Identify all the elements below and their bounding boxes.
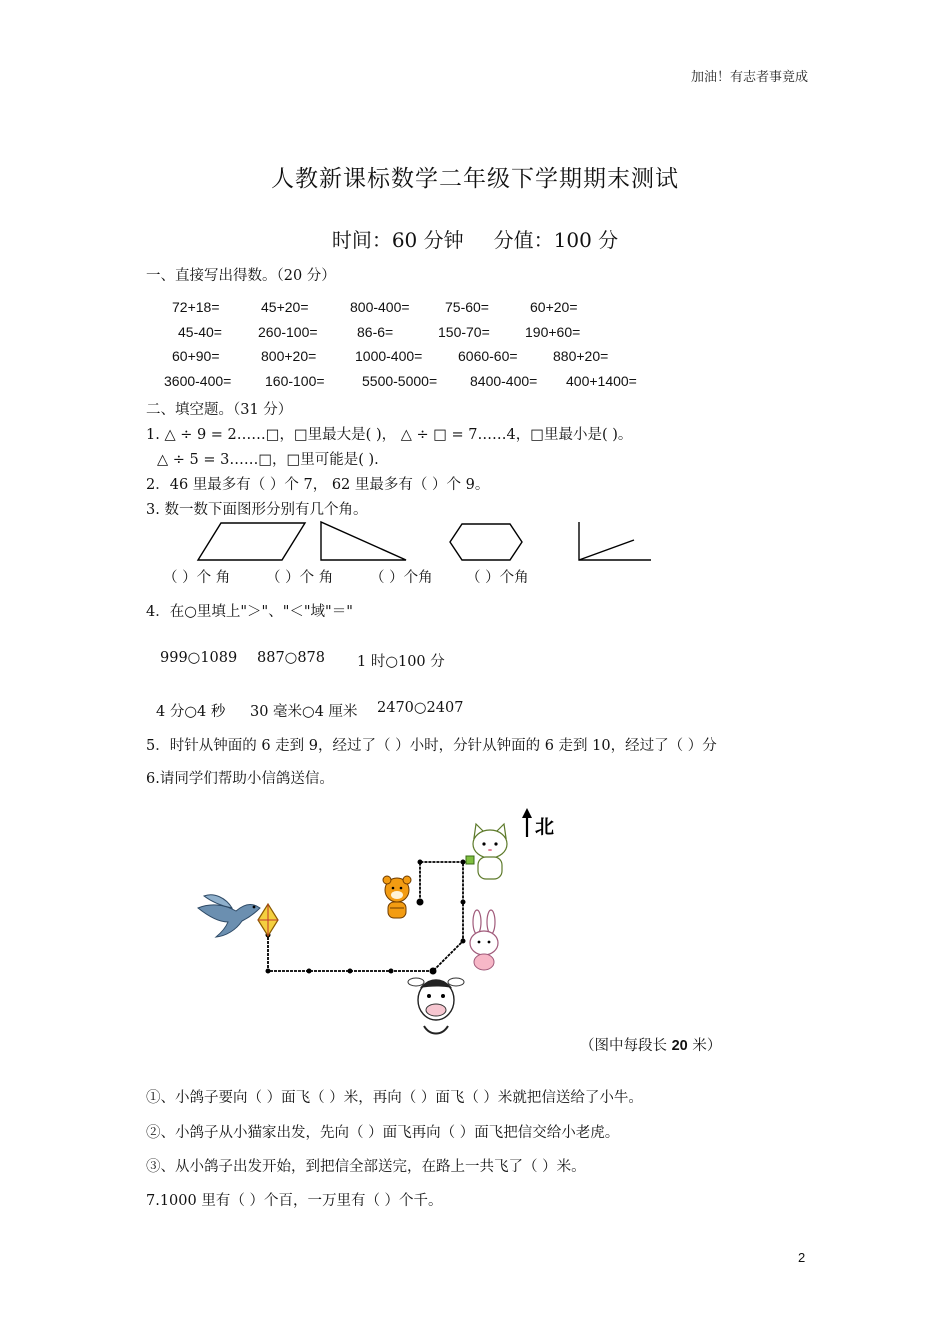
calc-item: 45+20= [261, 299, 309, 315]
question-7: 7.1000 里有（ ）个百，一万里有（ ）个千。 [146, 1193, 443, 1209]
calc-row-2 [0, 324, 950, 342]
north-arrow-icon [522, 808, 532, 837]
calc-item: 150-70= [438, 324, 490, 340]
question-4: 4．在○里填上"＞"、"＜"域"＝" [146, 604, 353, 620]
calc-item: 8400-400= [470, 373, 538, 389]
cow-icon [408, 978, 464, 1034]
question-1b: △ ÷ 5 = 3……□，□里可能是( ). [157, 452, 379, 468]
angle-shapes [160, 518, 670, 568]
calc-item: 45-40= [178, 324, 222, 340]
map-note-suffix: 米） [687, 1038, 722, 1054]
shape-label: （ ）个角 [466, 570, 529, 586]
exam-info [0, 224, 950, 253]
compare-item: 30 毫米○4 厘米 [250, 704, 358, 720]
calc-item: 60+90= [172, 348, 220, 364]
shape-label: （ ）个 角 [266, 570, 334, 586]
calc-item: 400+1400= [566, 373, 637, 389]
question-5: 5．时针从钟面的 6 走到 9，经过了（ ）小时，分针从钟面的 6 走到 10，经过了（ ）分 [146, 738, 717, 754]
calc-item: 72+18= [172, 299, 220, 315]
calc-row-4 [0, 373, 950, 391]
parallelogram-shape [198, 523, 305, 560]
question-3: 3. 数一数下面图形分别有几个角。 [146, 502, 368, 518]
calc-item: 86-6= [357, 324, 394, 340]
question-2: 2．46 里最多有（ ）个 7， 62 里最多有（ ）个 9。 [146, 477, 490, 493]
calc-item: 880+20= [553, 348, 609, 364]
section1-heading: 一、直接写出得数。（20 分） [146, 268, 336, 284]
route-nodes [266, 860, 466, 975]
map-note-prefix: （图中每段长 [580, 1038, 672, 1054]
tiger-icon [383, 876, 411, 918]
calc-item: 1000-400= [355, 348, 423, 364]
calc-item: 260-100= [258, 324, 318, 340]
compare-item: 1 时○100 分 [357, 654, 445, 670]
calc-item: 6060-60= [458, 348, 518, 364]
pigeon-icon [198, 895, 260, 937]
page-number: 2 [798, 1250, 806, 1265]
question-6: 6.请同学们帮助小信鸽送信。 [146, 771, 334, 787]
calc-item: 60+20= [530, 299, 578, 315]
compare-item: 887○878 [257, 650, 326, 666]
question-6-1: ①、小鸽子要向（ ）面飞（ ）米，再向（ ）面飞（ ）米就把信送给了小牛。 [146, 1090, 643, 1106]
north-label: 北 [535, 816, 555, 838]
calc-item: 800-400= [350, 299, 410, 315]
shape-label: （ ）个 角 [163, 570, 231, 586]
map-note-value: 20 [671, 1038, 688, 1054]
map-note [580, 1034, 721, 1055]
calc-item: 160-100= [265, 373, 325, 389]
compare-item: 999○1089 [160, 650, 238, 666]
route-path [268, 862, 463, 971]
calc-row-3 [0, 348, 950, 366]
cat-icon [466, 824, 507, 879]
calc-item: 3600-400= [164, 373, 232, 389]
calc-row-1 [0, 299, 950, 317]
rabbit-icon [470, 910, 498, 970]
shape-label: （ ）个角 [370, 570, 433, 586]
angle-ray [579, 540, 634, 560]
section2-heading: 二、填空题。（31 分） [146, 402, 293, 418]
calc-item: 800+20= [261, 348, 317, 364]
route-map [180, 800, 600, 1050]
angle-shape [579, 522, 651, 560]
exam-time: 时间：60 分钟 [331, 228, 464, 252]
letter-kite-icon [258, 904, 278, 936]
header-slogan: 加油！有志者事竟成 [690, 70, 808, 85]
calc-item: 5500-5000= [362, 373, 438, 389]
exam-score: 分值：100 分 [493, 228, 619, 252]
hexagon-shape [450, 524, 522, 560]
question-6-3: ③、从小鸽子出发开始，到把信全部送完，在路上一共飞了（ ）米。 [146, 1159, 586, 1175]
calc-item: 190+60= [525, 324, 581, 340]
question-1a: 1. △ ÷ 9 = 2……□，□里最大是( )， △ ÷ □ = 7……4，□里最小是( )。 [146, 427, 633, 443]
compare-item: 4 分○4 秒 [156, 704, 226, 720]
triangle-shape [321, 522, 406, 560]
calc-item: 75-60= [445, 299, 489, 315]
page-title: 人教新课标数学二年级下学期期末测试 [271, 166, 679, 192]
question-6-2: ②、小鸽子从小猫家出发，先向（ ）面飞再向（ ）面飞把信交给小老虎。 [146, 1125, 620, 1141]
compare-item: 2470○2407 [377, 700, 464, 716]
